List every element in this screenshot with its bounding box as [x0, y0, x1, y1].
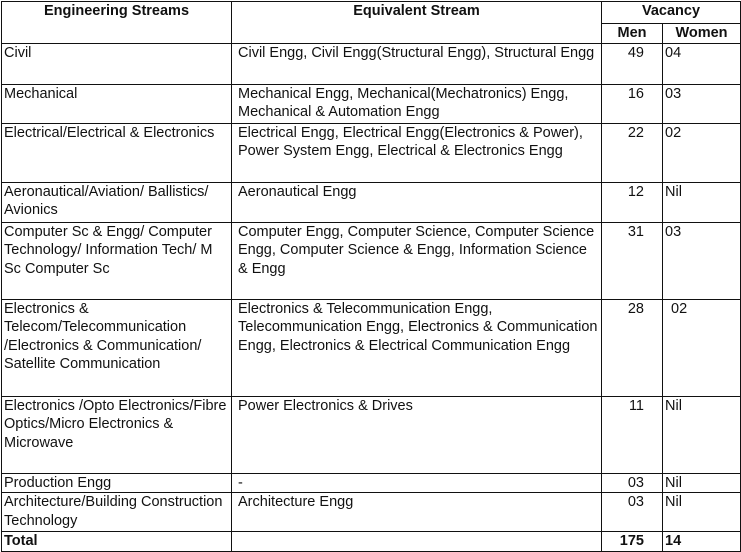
women-cell: 04 — [663, 43, 741, 84]
men-cell: 31 — [602, 222, 663, 299]
table-row — [2, 493, 741, 532]
women-cell: 03 — [663, 222, 741, 299]
equivalent-cell: Electronics & Telecommunication Engg, Telecommunication Engg, Electronics & Communication Engg, Electronics & Electrical Communication Engg — [232, 299, 602, 396]
header-vacancy: Vacancy — [602, 2, 741, 24]
equivalent-cell: Electrical Engg, Electrical Engg(Electronics & Power), Power System Engg, Electrical & Electronics Engg — [232, 123, 602, 182]
women-cell: Nil — [663, 473, 741, 493]
men-cell: 28 — [602, 299, 663, 396]
table-row — [2, 43, 741, 84]
equivalent-cell: Power Electronics & Drives — [232, 396, 602, 473]
table-row — [2, 123, 741, 182]
stream-cell: Architecture/Building Construction Technology — [2, 493, 232, 532]
women-cell: Nil — [663, 493, 741, 532]
header-men: Men — [602, 24, 663, 44]
equivalent-cell: Aeronautical Engg — [232, 182, 602, 222]
stream-cell: Computer Sc & Engg/ Computer Technology/ Information Tech/ M Sc Computer Sc — [2, 222, 232, 299]
header-equivalent-stream: Equivalent Stream — [232, 2, 602, 44]
men-cell: 03 — [602, 493, 663, 532]
header-women: Women — [663, 24, 741, 44]
men-cell: 03 — [602, 473, 663, 493]
header-engineering-streams: Engineering Streams — [2, 2, 232, 44]
men-cell: 11 — [602, 396, 663, 473]
men-cell: 49 — [602, 43, 663, 84]
stream-cell: Electrical/Electrical & Electronics — [2, 123, 232, 182]
stream-cell: Aeronautical/Aviation/ Ballistics/ Avionics — [2, 182, 232, 222]
women-cell: Nil — [663, 182, 741, 222]
equivalent-cell: Civil Engg, Civil Engg(Structural Engg), Structural Engg — [232, 43, 602, 84]
stream-cell: Production Engg — [2, 473, 232, 493]
total-label: Total — [2, 532, 232, 552]
table-row — [2, 182, 741, 222]
total-men: 175 — [602, 532, 663, 552]
equivalent-cell: Computer Engg, Computer Science, Computer Science Engg, Computer Science & Engg, Information Science & Engg — [232, 222, 602, 299]
vacancy-table — [1, 1, 741, 552]
total-women: 14 — [663, 532, 741, 552]
men-cell: 22 — [602, 123, 663, 182]
equivalent-cell: Mechanical Engg, Mechanical(Mechatronics) Engg, Mechanical & Automation Engg — [232, 84, 602, 123]
men-cell: 12 — [602, 182, 663, 222]
stream-cell: Mechanical — [2, 84, 232, 123]
total-equivalent-cell — [232, 532, 602, 552]
table-row — [2, 222, 741, 299]
stream-cell: Electronics & Telecom/Telecommunication /Electronics & Communication/ Satellite Communication — [2, 299, 232, 396]
stream-cell: Electronics /Opto Electronics/Fibre Optics/Micro Electronics & Microwave — [2, 396, 232, 473]
men-cell: 16 — [602, 84, 663, 123]
table-row — [2, 299, 741, 396]
women-cell: Nil — [663, 396, 741, 473]
equivalent-cell: - — [232, 473, 602, 493]
women-cell: 02 — [663, 299, 741, 396]
total-row — [2, 532, 741, 552]
header-row — [2, 2, 741, 24]
women-cell: 02 — [663, 123, 741, 182]
stream-cell: Civil — [2, 43, 232, 84]
table-row — [2, 473, 741, 493]
table-row — [2, 84, 741, 123]
women-cell: 03 — [663, 84, 741, 123]
table-row — [2, 396, 741, 473]
equivalent-cell: Architecture Engg — [232, 493, 602, 532]
